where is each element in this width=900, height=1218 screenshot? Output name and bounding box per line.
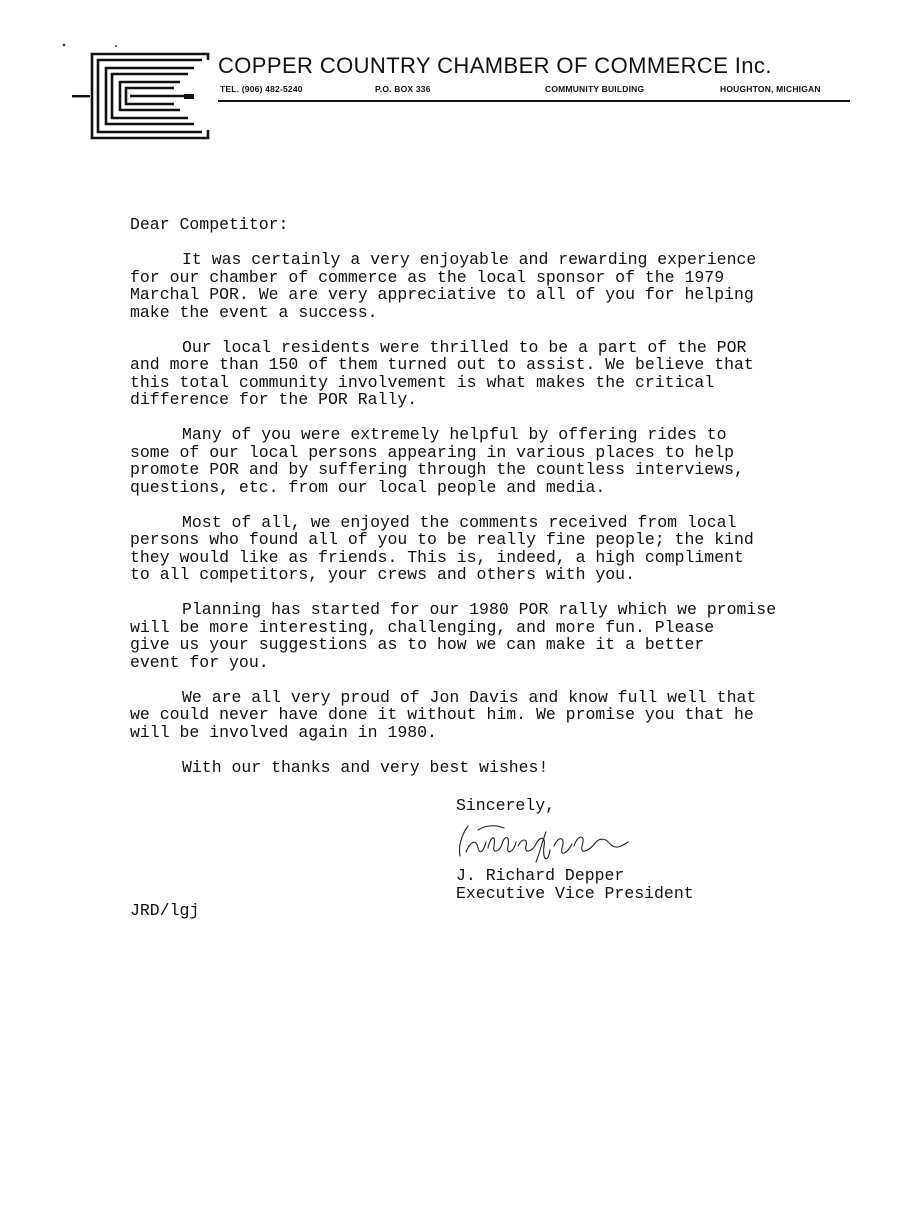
paragraph-7: With our thanks and very best wishes! xyxy=(182,757,549,777)
paragraph-4: Most of all, we enjoyed the comments received from local persons who found all of you to be really fine people; the kind they would like as friends. This is, indeed, a high compliment to all competitors, your crews and others with you. xyxy=(130,512,754,584)
handwritten-signature xyxy=(450,812,670,868)
paragraph-1: It was certainly a very enjoyable and rewarding experience for our chamber of commerce as the local sponsor of the 1979 Marchal POR. We are very appreciative to all of you for helping make the event a success. xyxy=(130,250,757,322)
letter-body xyxy=(130,216,830,776)
closing: Sincerely, xyxy=(456,796,556,815)
organization-name: COPPER COUNTRY CHAMBER OF COMMERCE Inc. xyxy=(218,53,772,78)
letterhead-po-box: P.O. BOX 336 xyxy=(375,84,431,94)
letterhead-telephone: TEL. (906) 482-5240 xyxy=(220,84,303,94)
letterhead-building: COMMUNITY BUILDING xyxy=(545,84,645,94)
paragraph-2: Our local residents were thrilled to be a part of the POR and more than 150 of them turned out to assist. We believe that this total community involvement is what makes the critical difference for the POR Rally. xyxy=(130,337,754,409)
paragraph-5: Planning has started for our 1980 POR rally which we promise will be more interesting, challenging, and more fun. Please give us your suggestions as to how we can make it a better event for you. xyxy=(130,600,777,672)
signer-block xyxy=(456,867,694,902)
signer-title: Executive Vice President xyxy=(456,883,694,903)
paragraph-6: We are all very proud of Jon Davis and know full well that we could never have done it without him. We promise you that he will be involved again in 1980. xyxy=(130,687,757,742)
scan-specks xyxy=(0,0,900,200)
paragraph-3: Many of you were extremely helpful by offering rides to some of our local persons appearing in various places to help promote POR and by suffering through the countless interviews, questions, etc. from our local people and media. xyxy=(130,425,744,497)
reference-initials: JRD/lgj xyxy=(130,901,200,920)
letterhead-city: HOUGHTON, MICHIGAN xyxy=(720,84,821,94)
salutation: Dear Competitor: xyxy=(130,215,289,234)
signer-name: J. Richard Depper xyxy=(456,866,625,885)
